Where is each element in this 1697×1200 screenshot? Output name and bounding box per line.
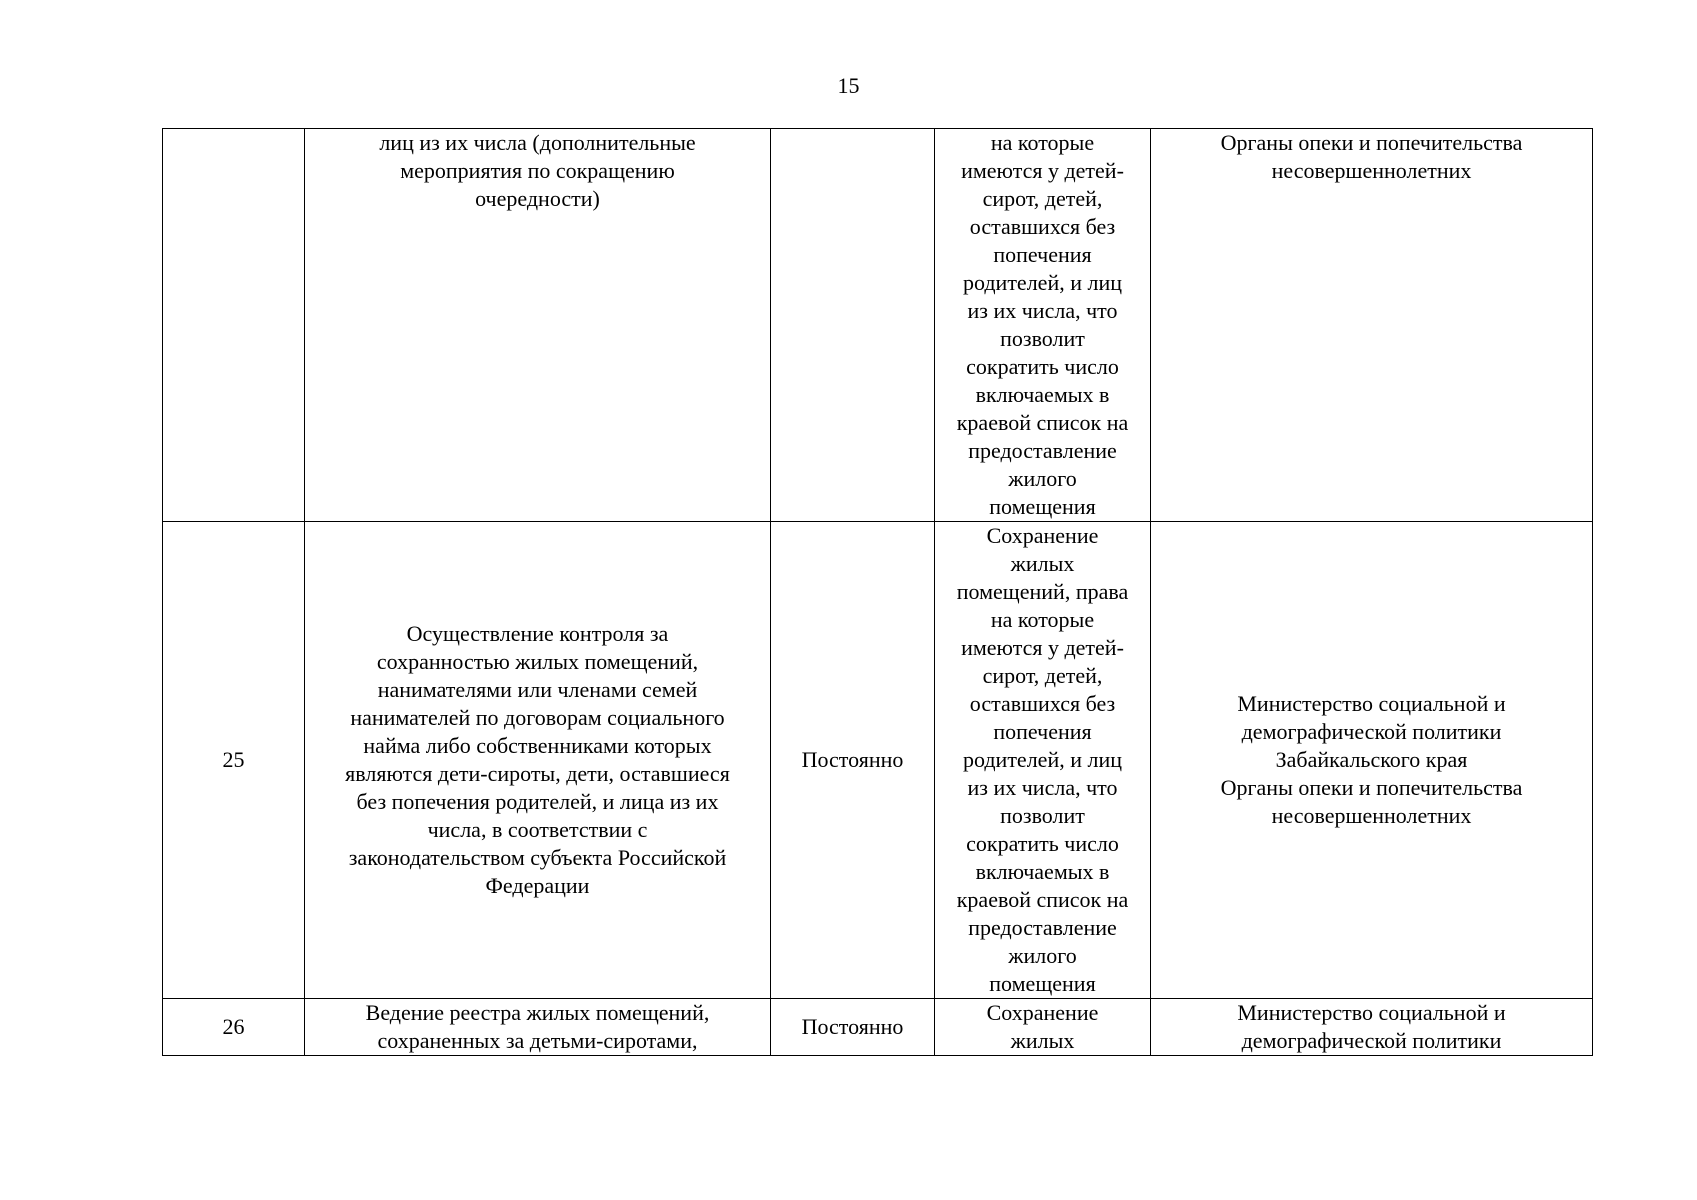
cell-result: Сохранение жилых помещений, права на которые имеются у детей- сирот, детей, оставшихся без попечения родителей, и лиц из их числа, что позволит сократить число включаемых в краевой список на предоставление жилого помещения bbox=[935, 522, 1151, 999]
cell-executor: Министерство социальной и демографической политики Забайкальского края Органы опеки и попечительства несовершеннолетних bbox=[1151, 522, 1593, 999]
cell-executor: Министерство социальной и демографической политики bbox=[1151, 999, 1593, 1056]
table-row bbox=[163, 522, 1593, 999]
measures-table bbox=[162, 128, 1593, 1056]
cell-measure: Ведение реестра жилых помещений, сохраненных за детьми-сиротами, bbox=[305, 999, 771, 1056]
cell-term bbox=[771, 129, 935, 522]
page-number: 15 bbox=[837, 73, 860, 98]
cell-measure: лиц из их числа (дополнительные мероприятия по сокращению очередности) bbox=[305, 129, 771, 522]
cell-executor: Органы опеки и попечительства несовершеннолетних bbox=[1151, 129, 1593, 522]
cell-number: 25 bbox=[163, 522, 305, 999]
cell-result: на которые имеются у детей- сирот, детей, оставшихся без попечения родителей, и лиц из их числа, что позволит сократить число включаемых в краевой список на предоставление жилого помещения bbox=[935, 129, 1151, 522]
table-row bbox=[163, 129, 1593, 522]
cell-term: Постоянно bbox=[771, 999, 935, 1056]
cell-result: Сохранение жилых bbox=[935, 999, 1151, 1056]
cell-measure: Осуществление контроля за сохранностью жилых помещений, нанимателями или членами семей нанимателей по договорам социального найма либо собственниками которых являются дети-сироты, дети, оставшиеся без попечения родителей, и лица из их числа, в соответствии с законодательством субъекта Российской Федерации bbox=[305, 522, 771, 999]
cell-number bbox=[163, 129, 305, 522]
cell-number: 26 bbox=[163, 999, 305, 1056]
table-row bbox=[163, 999, 1593, 1056]
cell-term: Постоянно bbox=[771, 522, 935, 999]
